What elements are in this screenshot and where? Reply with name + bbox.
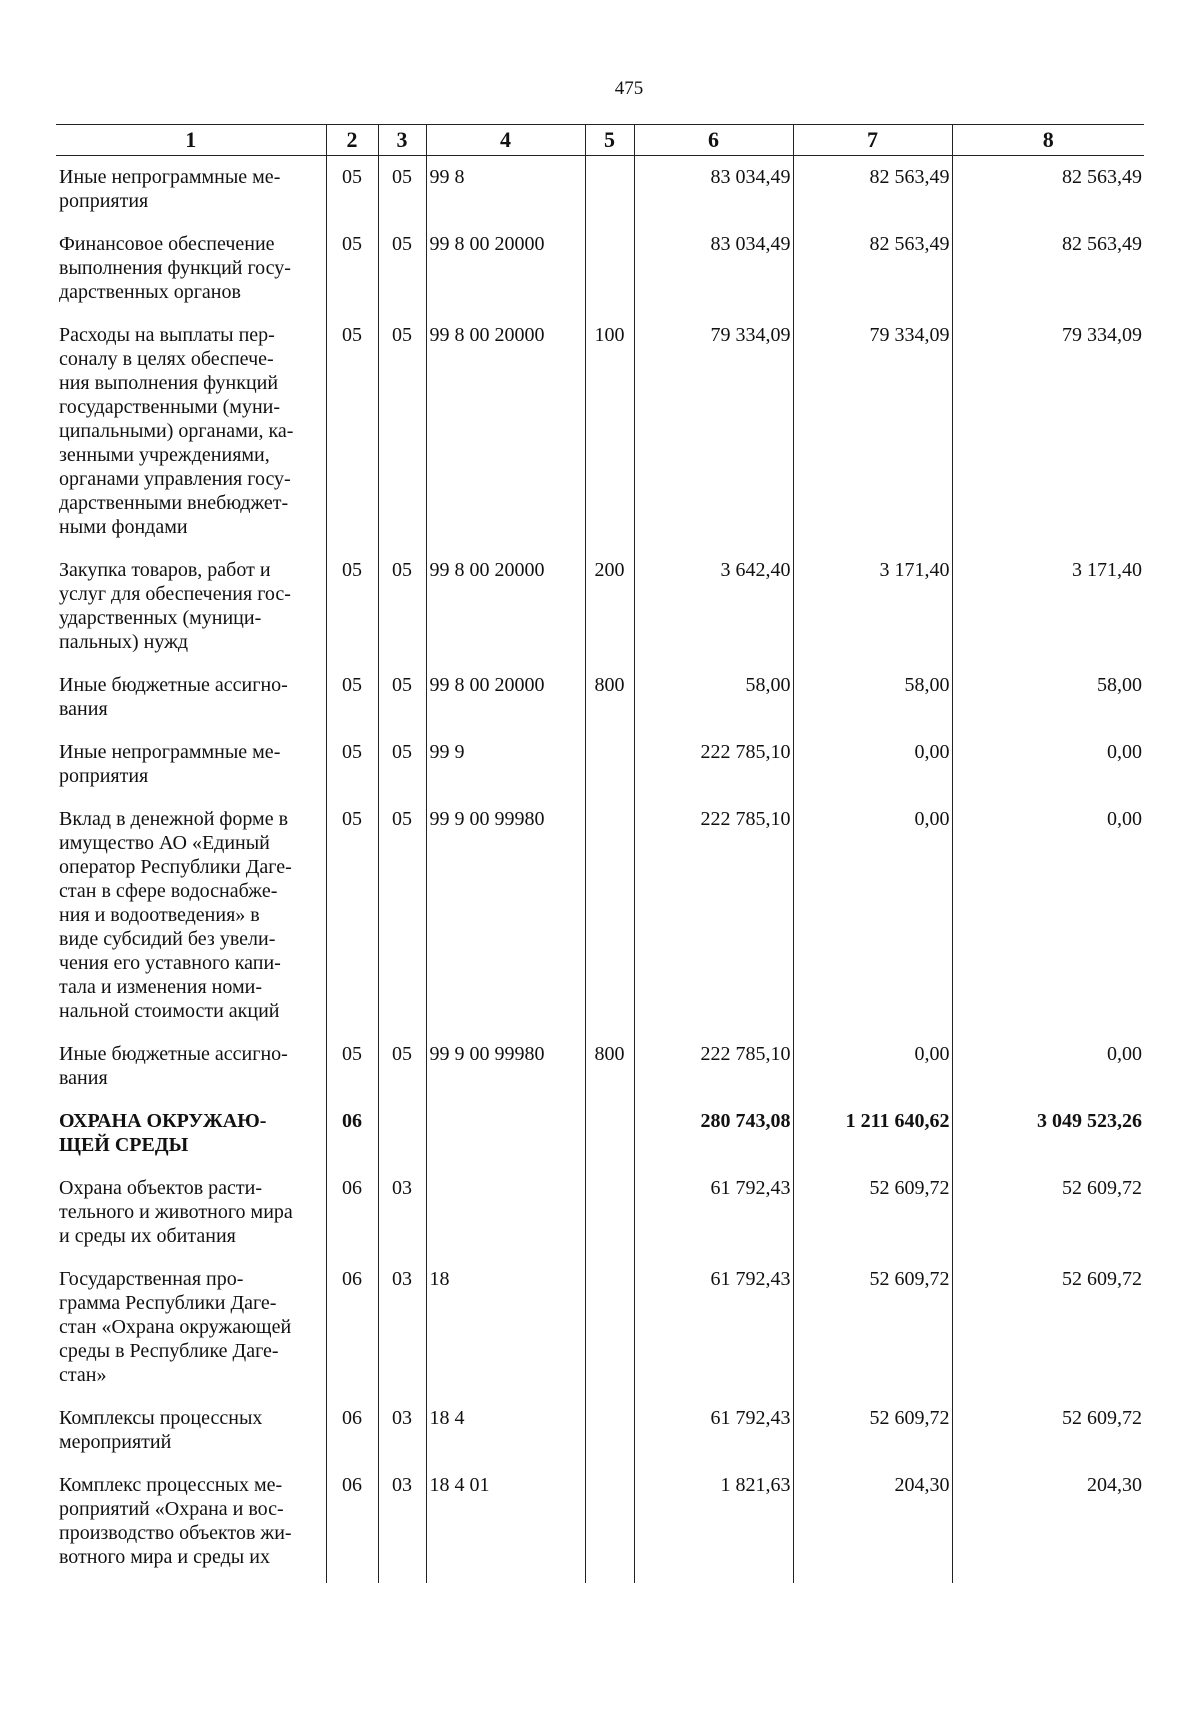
- table-row: [56, 1397, 1144, 1464]
- col-header-3: 3: [378, 125, 426, 156]
- row-expense-type-code: 200: [585, 549, 634, 664]
- row-amount-col7: 52 609,72: [793, 1167, 952, 1258]
- row-expense-type-code: [585, 156, 634, 224]
- row-section-code: 05: [326, 1033, 378, 1100]
- row-target-code: 99 9 00 99980: [426, 1033, 585, 1100]
- row-subsection-code: 05: [378, 731, 426, 798]
- row-target-code: [426, 1100, 585, 1167]
- row-subsection-code: 05: [378, 156, 426, 224]
- row-name: Иные непрограммные ме- роприятия: [59, 741, 281, 787]
- col-header-4: 4: [426, 125, 585, 156]
- row-amount-col8: 0,00: [952, 798, 1144, 1033]
- table-row: [56, 1258, 1144, 1397]
- table-row: [56, 731, 1144, 798]
- row-amount-col7: 82 563,49: [793, 156, 952, 224]
- budget-table: [56, 124, 1144, 1583]
- row-expense-type-code: [585, 223, 634, 314]
- row-amount-col7: 0,00: [793, 1033, 952, 1100]
- row-expense-type-code: [585, 731, 634, 798]
- col-header-6: 6: [634, 125, 793, 156]
- row-target-code: 99 8 00 20000: [426, 314, 585, 549]
- row-subsection-code: 05: [378, 1033, 426, 1100]
- row-subsection-code: 03: [378, 1397, 426, 1464]
- row-amount-col6: 280 743,08: [634, 1100, 793, 1167]
- table-row: [56, 798, 1144, 1033]
- row-amount-col8: 52 609,72: [952, 1397, 1144, 1464]
- row-name: Финансовое обеспечение выполнения функций госу- дарственных органов: [59, 233, 291, 303]
- row-subsection-code: [378, 1100, 426, 1167]
- row-section-code: 06: [326, 1464, 378, 1583]
- col-header-8: 8: [952, 125, 1144, 156]
- row-amount-col8: 79 334,09: [952, 314, 1144, 549]
- row-name: Иные непрограммные ме- роприятия: [59, 166, 281, 212]
- row-target-code: 99 8 00 20000: [426, 664, 585, 731]
- table-header: [56, 125, 1144, 156]
- header-row: [56, 125, 1144, 156]
- row-amount-col8: 58,00: [952, 664, 1144, 731]
- row-amount-col6: 3 642,40: [634, 549, 793, 664]
- row-target-code: 99 9 00 99980: [426, 798, 585, 1033]
- row-name: Иные бюджетные ассигно- вания: [59, 674, 288, 720]
- row-name: ОХРАНА ОКРУЖАЮ- ЩЕЙ СРЕДЫ: [59, 1110, 267, 1156]
- row-amount-col8: 0,00: [952, 731, 1144, 798]
- row-amount-col6: 61 792,43: [634, 1167, 793, 1258]
- row-target-code: 18 4 01: [426, 1464, 585, 1583]
- row-name: Вклад в денежной форме в имущество АО «Единый оператор Республики Даге- стан в сфере водоснабже- ния и водоотведения» в виде субсидий без увели- чения его уставного капи- тала и изменения номи- нальной стоимости акций: [59, 808, 292, 1022]
- row-name: Комплекс процессных ме- роприятий «Охрана и вос- производство объектов жи- вотного мира и среды их: [59, 1474, 292, 1568]
- row-section-code: 06: [326, 1167, 378, 1258]
- row-amount-col6: 222 785,10: [634, 731, 793, 798]
- col-header-1: 1: [56, 125, 326, 156]
- row-section-code: 06: [326, 1100, 378, 1167]
- row-amount-col6: 58,00: [634, 664, 793, 731]
- row-amount-col6: 1 821,63: [634, 1464, 793, 1583]
- row-amount-col6: 61 792,43: [634, 1258, 793, 1397]
- row-amount-col7: 0,00: [793, 731, 952, 798]
- row-section-code: 05: [326, 549, 378, 664]
- row-name: Закупка товаров, работ и услуг для обеспечения гос- ударственных (муници- пальных) нужд: [59, 559, 291, 653]
- row-subsection-code: 05: [378, 223, 426, 314]
- row-name: Расходы на выплаты пер- соналу в целях обеспече- ния выполнения функций государственными (муни- ципальными) органами, ка- зенными учреждениями, органами управления госу- дарственными внебюджет- ными фондами: [59, 324, 294, 538]
- row-section-code: 05: [326, 798, 378, 1033]
- row-subsection-code: 05: [378, 798, 426, 1033]
- row-name: Охрана объектов расти- тельного и животного мира и среды их обитания: [59, 1177, 293, 1247]
- row-expense-type-code: 100: [585, 314, 634, 549]
- row-expense-type-code: [585, 1100, 634, 1167]
- row-subsection-code: 03: [378, 1464, 426, 1583]
- col-header-5: 5: [585, 125, 634, 156]
- row-section-code: 05: [326, 223, 378, 314]
- table-row: [56, 156, 1144, 224]
- row-amount-col8: 204,30: [952, 1464, 1144, 1583]
- row-subsection-code: 03: [378, 1258, 426, 1397]
- row-amount-col7: 52 609,72: [793, 1397, 952, 1464]
- row-amount-col7: 204,30: [793, 1464, 952, 1583]
- table-row: [56, 1033, 1144, 1100]
- row-section-code: 05: [326, 314, 378, 549]
- row-name: Иные бюджетные ассигно- вания: [59, 1043, 288, 1089]
- row-amount-col7: 52 609,72: [793, 1258, 952, 1397]
- row-section-code: 05: [326, 664, 378, 731]
- row-section-code: 05: [326, 156, 378, 224]
- table-row: [56, 664, 1144, 731]
- table-row: [56, 1167, 1144, 1258]
- col-header-2: 2: [326, 125, 378, 156]
- row-section-code: 05: [326, 731, 378, 798]
- row-name: Комплексы процессных мероприятий: [59, 1407, 263, 1453]
- row-expense-type-code: [585, 1464, 634, 1583]
- row-amount-col8: 52 609,72: [952, 1258, 1144, 1397]
- row-expense-type-code: 800: [585, 664, 634, 731]
- row-amount-col6: 83 034,49: [634, 223, 793, 314]
- row-subsection-code: 05: [378, 314, 426, 549]
- row-section-code: 06: [326, 1258, 378, 1397]
- table-row: [56, 1464, 1144, 1583]
- row-expense-type-code: 800: [585, 1033, 634, 1100]
- table-row: [56, 314, 1144, 549]
- table-row: [56, 223, 1144, 314]
- row-amount-col7: 79 334,09: [793, 314, 952, 549]
- row-amount-col8: 82 563,49: [952, 223, 1144, 314]
- row-subsection-code: 05: [378, 549, 426, 664]
- table-row: [56, 549, 1144, 664]
- row-target-code: 99 9: [426, 731, 585, 798]
- row-amount-col6: 79 334,09: [634, 314, 793, 549]
- row-amount-col7: 82 563,49: [793, 223, 952, 314]
- row-target-code: 99 8 00 20000: [426, 549, 585, 664]
- row-subsection-code: 03: [378, 1167, 426, 1258]
- col-header-7: 7: [793, 125, 952, 156]
- row-name: Государственная про- грамма Республики Даге- стан «Охрана окружающей среды в Республике Даге- стан»: [59, 1268, 292, 1386]
- row-subsection-code: 05: [378, 664, 426, 731]
- row-expense-type-code: [585, 1258, 634, 1397]
- row-section-code: 06: [326, 1397, 378, 1464]
- row-expense-type-code: [585, 1397, 634, 1464]
- row-amount-col8: 0,00: [952, 1033, 1144, 1100]
- row-amount-col7: 58,00: [793, 664, 952, 731]
- row-target-code: 99 8 00 20000: [426, 223, 585, 314]
- row-amount-col8: 3 171,40: [952, 549, 1144, 664]
- row-amount-col7: 1 211 640,62: [793, 1100, 952, 1167]
- row-amount-col6: 61 792,43: [634, 1397, 793, 1464]
- row-amount-col7: 0,00: [793, 798, 952, 1033]
- row-target-code: [426, 1167, 585, 1258]
- row-target-code: 18: [426, 1258, 585, 1397]
- row-expense-type-code: [585, 1167, 634, 1258]
- row-amount-col7: 3 171,40: [793, 549, 952, 664]
- row-amount-col6: 83 034,49: [634, 156, 793, 224]
- row-amount-col8: 3 049 523,26: [952, 1100, 1144, 1167]
- page-number: 475: [614, 78, 644, 99]
- row-expense-type-code: [585, 798, 634, 1033]
- row-target-code: 99 8: [426, 156, 585, 224]
- row-amount-col8: 52 609,72: [952, 1167, 1144, 1258]
- row-amount-col6: 222 785,10: [634, 1033, 793, 1100]
- row-amount-col8: 82 563,49: [952, 156, 1144, 224]
- row-amount-col6: 222 785,10: [634, 798, 793, 1033]
- table-body: [56, 156, 1144, 1584]
- row-target-code: 18 4: [426, 1397, 585, 1464]
- table-row: [56, 1100, 1144, 1167]
